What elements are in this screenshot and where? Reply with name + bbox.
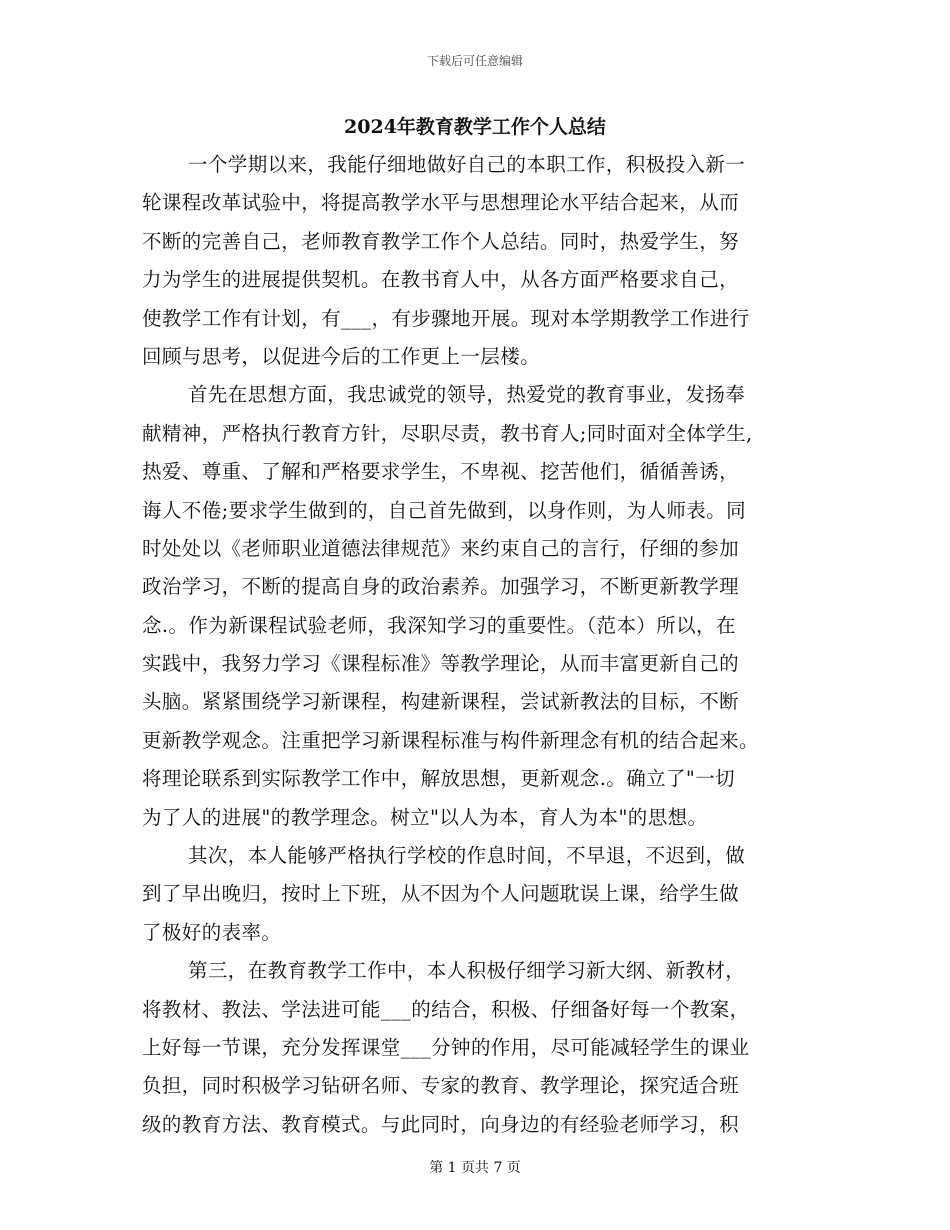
document-body [142,146,822,1144]
text-line: 将理论联系到实际教学工作中，解放思想，更新观念.。确立了"一切 [142,767,736,791]
text-line: 级的教育方法、教育模式。与此同时，向身边的有经验老师学习，积 [142,1112,740,1136]
text-line: 轮课程改革试验中，将提高教学水平与思想理论水平结合起来，从而 [142,191,740,215]
text-line: 将教材、教法、学法进可能___的结合，积极、仔细备好每一个教案， [142,997,750,1021]
text-line: 使教学工作有计划，有___，有步骤地开展。现对本学期教学工作进行 [142,306,750,330]
text-line: 力为学生的进展提供契机。在教书育人中，从各方面严格要求自己， [142,268,740,292]
text-line: 念.。作为新课程试验老师，我深知学习的重要性。（范本）所以，在 [142,613,736,637]
text-line: 首先在思想方面，我忠诚党的领导，热爱党的教育事业，发扬奉 [188,383,746,407]
text-line: 回顾与思考，以促进今后的工作更上一层楼。 [142,344,541,368]
text-line: 热爱、尊重、了解和严格要求学生，不卑视、挖苦他们，循循善诱， [142,460,740,484]
text-line: 为了人的进展"的教学理念。树立"以人为本，育人为本"的思想。 [142,805,708,829]
text-line: 一个学期以来，我能仔细地做好自己的本职工作，积极投入新一 [188,153,746,176]
page-number: 第 1 页共 7 页 [429,1160,521,1176]
text-line: 时处处以《老师职业道德法律规范》来约束自己的言行，仔细的参加 [142,536,740,560]
text-line: 上好每一节课，充分发挥课堂___分钟的作用，尽可能减轻学生的课业 [142,1035,750,1059]
text-line: 诲人不倦;要求学生做到的，自己首先做到，以身作则，为人师表。同 [142,498,746,522]
text-line: 了极好的表率。 [142,920,282,944]
document-title: 2024年教育教学工作个人总结 [344,116,606,138]
page-header-note: 下载后可任意编辑 [426,54,523,68]
text-line: 负担，同时积极学习钻研名师、专家的教育、教学理论，探究适合班 [142,1074,740,1098]
text-line: 不断的完善自己，老师教育教学工作个人总结。同时，热爱学生，努 [142,229,740,253]
text-line: 第三，在教育教学工作中，本人积极仔细学习新大纲、新教材， [188,959,746,983]
text-line: 政治学习，不断的提高自身的政治素养。加强学习，不断更新教学理 [142,575,740,599]
text-line: 更新教学观念。注重把学习新课程标准与构件新理念有机的结合起来。 [142,728,759,752]
text-line: 献精神，严格执行教育方针，尽职尽责，教书育人;同时面对全体学生, [142,421,753,445]
text-line: 到了早出晚归，按时上下班，从不因为个人问题耽误上课，给学生做 [142,882,740,906]
text-line: 其次，本人能够严格执行学校的作息时间，不早退，不迟到，做 [188,844,746,868]
text-line: 实践中，我努力学习《课程标准》等教学理论，从而丰富更新自己的 [142,652,740,676]
text-line: 头脑。紧紧围绕学习新课程，构建新课程，尝试新教法的目标，不断 [142,690,740,714]
